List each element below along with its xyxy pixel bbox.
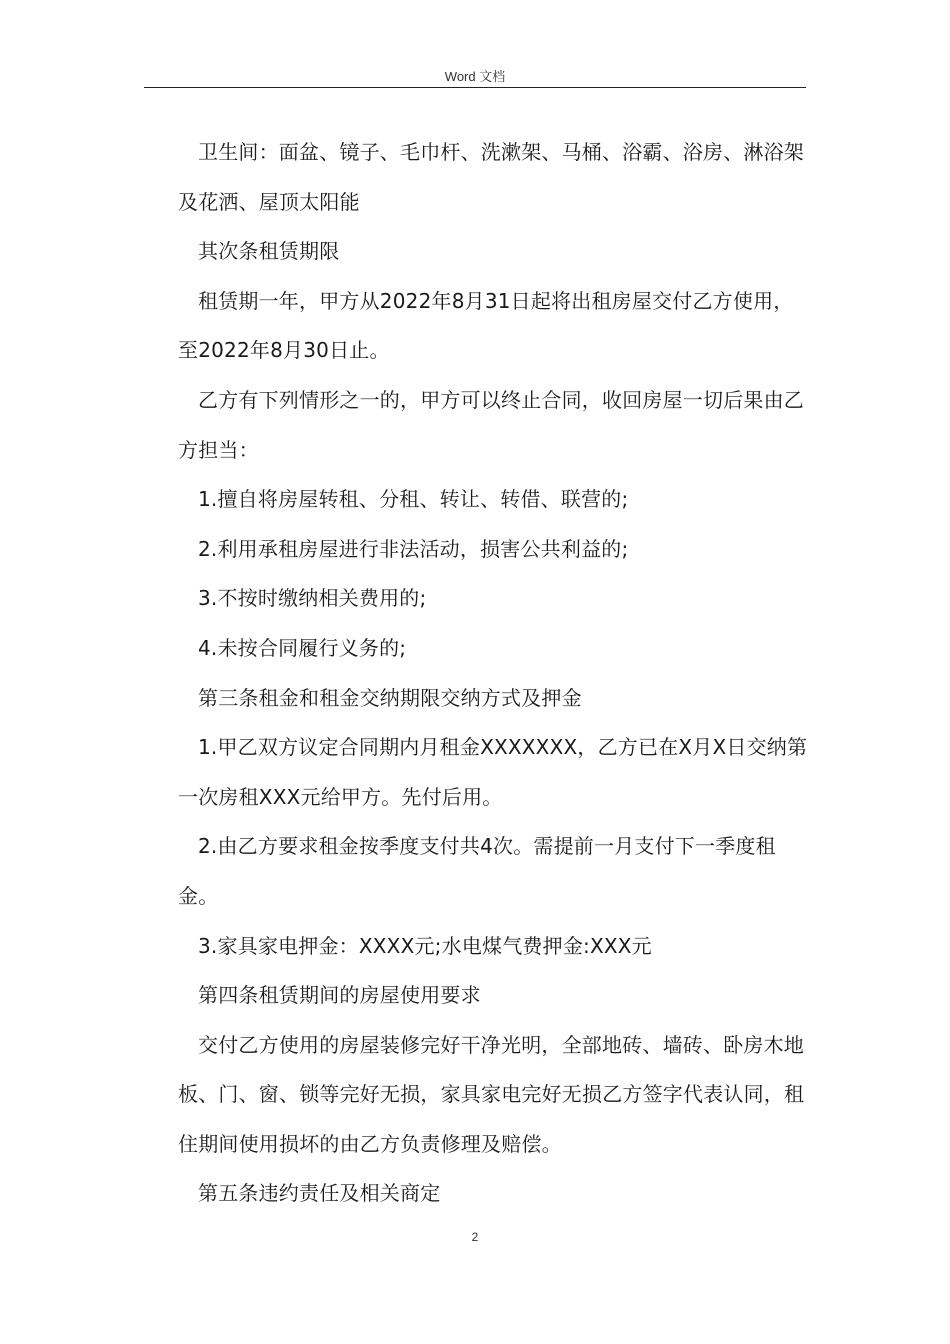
document-header: Word 文档 bbox=[444, 69, 506, 84]
section-heading: 第五条违约责任及相关商定 bbox=[198, 1181, 441, 1206]
list-item: 3.不按时缴纳相关费用的; bbox=[198, 586, 427, 611]
list-item: 2.由乙方要求租金按季度支付共4次。需提前一月支付下一季度租金。 bbox=[178, 834, 776, 908]
page-number: 2 bbox=[471, 1230, 479, 1244]
section-heading: 第四条租赁期间的房屋使用要求 bbox=[198, 983, 481, 1008]
section-heading: 其次条租赁期限 bbox=[198, 239, 340, 264]
list-item: 3.家具家电押金：XXXX元;水电煤气费押金:XXX元 bbox=[198, 933, 652, 958]
paragraph: 乙方有下列情形之一的，甲方可以终止合同，收回房屋一切后果由乙方担当： bbox=[178, 387, 804, 462]
document-body bbox=[178, 128, 808, 1219]
paragraph: 交付乙方使用的房屋装修完好干净光明，全部地砖、墙砖、卧房木地板、门、窗、锁等完好无损，家具家电完好无损乙方签字代表认同，租住期间使用损坏的由乙方负责修理及赔偿。 bbox=[178, 1032, 805, 1156]
list-item: 1.甲乙双方议定合同期内月租金XXXXXXX，乙方已在X月X日交纳第一次房租XXX元给甲方。先付后用。 bbox=[178, 735, 808, 809]
list-item: 4.未按合同履行义务的; bbox=[198, 635, 407, 660]
list-item: 2.利用承租房屋进行非法活动，损害公共利益的; bbox=[198, 536, 629, 561]
paragraph: 租赁期一年，甲方从2022年8月31日起将出租房屋交付乙方使用，至2022年8月30日止。 bbox=[178, 288, 794, 363]
section-heading: 第三条租金和租金交纳期限交纳方式及押金 bbox=[198, 685, 582, 710]
header-divider bbox=[144, 87, 806, 88]
list-item: 1.擅自将房屋转租、分租、转让、转借、联营的; bbox=[198, 487, 629, 512]
paragraph: 卫生间：面盆、镜子、毛巾杆、洗漱架、马桶、浴霸、浴房、淋浴架及花洒、屋顶太阳能 bbox=[178, 140, 804, 214]
